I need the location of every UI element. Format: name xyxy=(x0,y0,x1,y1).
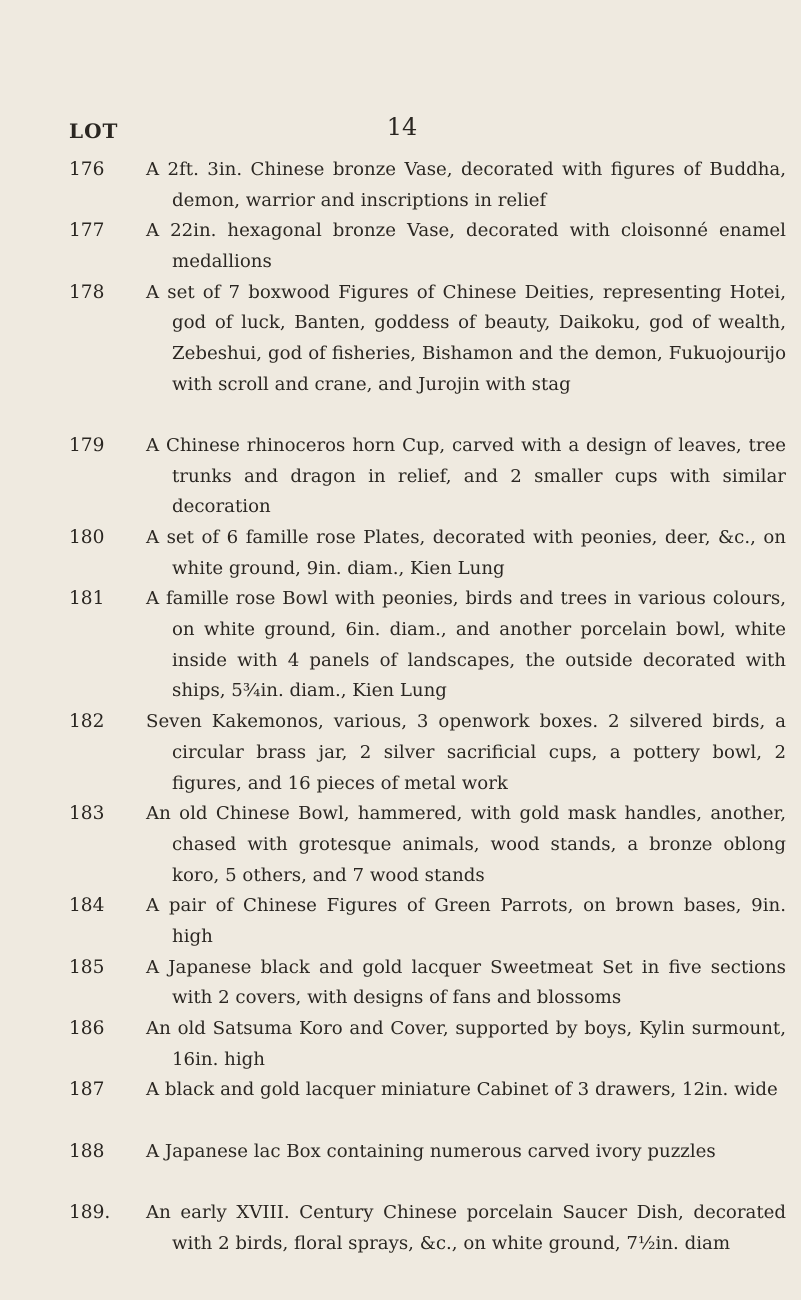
lot-description: A Chinese rhinoceros horn Cup, carved with a design of leaves, tree trunks and dragon in relief, and 2 smaller cups with similar decoration xyxy=(146,435,786,518)
lot-number: 176 xyxy=(69,159,105,180)
lot-number: 179 xyxy=(69,435,105,457)
lot-description: A set of 6 famille rose Plates, decorated with peonies, deer, &c., on white ground, 9in. diam., Kien Lung xyxy=(146,527,786,579)
lot-description: An early XVIII. Century Chinese porcelain Saucer Dish, decorated with 2 birds, floral sprays, &c., on white ground, 7½in. diam xyxy=(146,1201,786,1254)
lot-description: A famille rose Bowl with peonies, birds and trees in various colours, on white ground, 6in. diam., and another porcelain bowl, white inside with 4 panels of landscapes, the outside decorated with ships, 5¾in. diam., Kien Lung xyxy=(146,588,786,702)
lot-number: 185 xyxy=(69,956,105,978)
lot-description: Seven Kakemonos, various, 3 openwork boxes. 2 silvered birds, a circular brass jar, 2 silver sacrificial cups, a pottery bowl, 2 figures, and 16 pieces of metal work xyxy=(146,711,786,794)
lot-number: 182 xyxy=(69,711,105,733)
lot-number: 184 xyxy=(69,895,105,917)
lot-description: A Japanese black and gold lacquer Sweetmeat Set in five sections with 2 covers, with designs of fans and blossoms xyxy=(146,956,786,1009)
lot-description: An old Chinese Bowl, hammered, with gold mask handles, another, chased with grotesque animals, wood stands, a bronze oblong koro, 5 others, and 7 wood stands xyxy=(146,803,786,886)
lot-number: 189. xyxy=(69,1201,111,1223)
lot-description: A Japanese lac Box containing numerous carved ivory puzzles xyxy=(146,1140,716,1162)
lot-number: 188 xyxy=(69,1140,105,1162)
lot-number: 183 xyxy=(69,803,105,825)
lot-number: 186 xyxy=(69,1017,105,1039)
lot-description: An old Satsuma Koro and Cover, supported by boys, Kylin surmount, 16in. high xyxy=(146,1017,786,1070)
lot-number: 177 xyxy=(69,220,105,242)
lot-description: A set of 7 boxwood Figures of Chinese Deities, representing Hotei, god of luck, Banten, goddess of beauty, Daikoku, god of wealth, Zebeshui, god of fisheries, Bishamon and the demon, Fukuojourijo with scroll and crane, and Jurojin with stag xyxy=(146,281,786,395)
lot-number: 181 xyxy=(69,588,105,610)
lot-column-header: LOT xyxy=(69,119,119,143)
lot-description: A black and gold lacquer miniature Cabinet of 3 drawers, 12in. wide xyxy=(146,1079,778,1101)
lot-description: A 22in. hexagonal bronze Vase, decorated with cloisonné enamel medallions xyxy=(146,220,786,273)
lot-number: 180 xyxy=(69,527,105,549)
lot-description: A 2ft. 3in. Chinese bronze Vase, decorated with figures of Buddha, demon, warrior and inscriptions in relief xyxy=(146,159,786,211)
lot-number: 178 xyxy=(69,281,105,303)
lot-number: 187 xyxy=(69,1079,105,1101)
lot-description: A pair of Chinese Figures of Green Parrots, on brown bases, 9in. high xyxy=(146,895,786,947)
page-number: 14 xyxy=(386,113,418,141)
